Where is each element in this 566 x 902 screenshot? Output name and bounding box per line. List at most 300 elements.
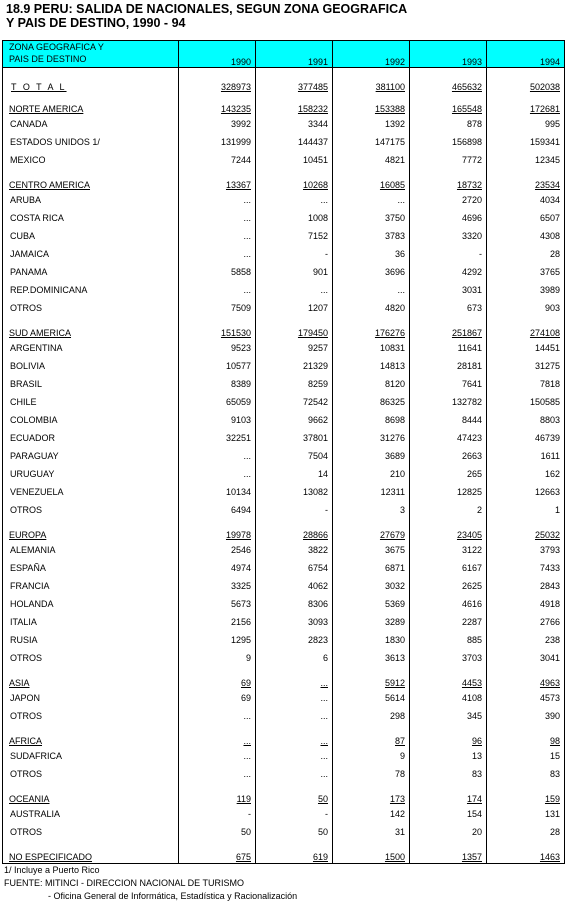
value-text: 37801 [302,433,328,443]
value-cell [179,281,256,299]
row-label-text: JAMAICA [10,249,50,259]
value-text: 7509 [230,303,251,313]
value-text: 28 [549,249,560,259]
value-text: 4062 [307,581,328,591]
header-label-line2: PAIS DE DESTINO [9,54,87,64]
value-cell [410,447,487,465]
value-text: 3696 [384,267,405,277]
value-text: 3989 [539,285,560,295]
value-cell [487,465,565,483]
value-cell [179,841,256,864]
value-cell [256,577,333,595]
value-cell [410,151,487,169]
value-text: 83 [549,769,560,779]
row-label-text: ECUADOR [10,433,56,443]
value-cell [256,707,333,725]
table-row [3,613,565,631]
value-cell [333,133,410,151]
row-label-text: RUSIA [10,635,38,645]
value-text: 15 [549,751,560,761]
value-text: 31275 [534,361,560,371]
value-cell [179,133,256,151]
row-label [3,577,179,595]
value-cell [410,375,487,393]
value-cell [179,191,256,209]
row-label-text: CHILE [10,397,37,407]
row-label-text: ASIA [9,678,30,688]
value-text: 13082 [302,487,328,497]
row-label-text: VENEZUELA [10,487,64,497]
value-text: 7244 [230,155,251,165]
row-label-text: ITALIA [10,617,37,627]
row-label [3,317,179,339]
value-cell [333,339,410,357]
value-text: 2546 [230,545,251,555]
value-cell [333,115,410,133]
value-cell [410,115,487,133]
value-cell [256,133,333,151]
row-label [3,191,179,209]
value-cell [487,245,565,263]
value-cell [179,747,256,765]
value-cell [179,559,256,577]
value-text: 10577 [225,361,251,371]
value-text: 3031 [461,285,482,295]
value-text: ... [243,285,251,295]
value-text: 1207 [307,303,328,313]
value-text: 901 [312,267,328,277]
value-cell [179,299,256,317]
value-cell [410,317,487,339]
value-cell [410,707,487,725]
value-text: 9 [399,751,405,761]
row-label [3,133,179,151]
value-cell [487,281,565,299]
value-text: 165548 [451,104,482,114]
value-cell [333,191,410,209]
value-cell [333,317,410,339]
row-label-text: CANADA [10,119,48,129]
value-text: 3822 [307,545,328,555]
table-row [3,559,565,577]
row-label [3,667,179,689]
value-text: 132782 [451,397,482,407]
row-label-text: BOLIVIA [10,361,46,371]
value-text: 2625 [461,581,482,591]
row-label-text: ESPAÑA [10,563,46,573]
value-text: - [248,809,251,819]
value-cell [333,411,410,429]
region-row [3,783,565,805]
value-cell [410,339,487,357]
value-text: ... [243,231,251,241]
row-label [3,375,179,393]
value-text: 5912 [384,678,405,688]
value-text: 390 [544,711,560,721]
value-text: 619 [312,852,328,862]
value-cell [256,263,333,281]
value-cell [410,465,487,483]
value-cell [256,375,333,393]
row-label [3,747,179,765]
value-cell [410,559,487,577]
value-text: ... [320,711,328,721]
value-text: 4963 [539,678,560,688]
value-cell [179,115,256,133]
value-cell [410,519,487,541]
value-cell [333,747,410,765]
data-table [2,40,565,864]
row-label [3,483,179,501]
table-row [3,151,565,169]
value-cell [333,783,410,805]
value-text: 9523 [230,343,251,353]
value-cell [487,747,565,765]
value-cell [333,841,410,864]
row-label [3,227,179,245]
header-year: 1992 [333,41,410,68]
value-text: 274108 [529,328,560,338]
value-cell [256,151,333,169]
value-cell [410,483,487,501]
value-text: 6494 [230,505,251,515]
value-cell [256,299,333,317]
table-row [3,209,565,227]
value-cell [410,631,487,649]
value-text: 210 [389,469,405,479]
value-text: 4034 [539,195,560,205]
row-label [3,209,179,227]
value-cell [333,483,410,501]
row-label [3,559,179,577]
row-label-text: URUGUAY [10,469,55,479]
value-text: 3765 [539,267,560,277]
value-text: ... [243,249,251,259]
value-text: 6507 [539,213,560,223]
value-cell [333,805,410,823]
row-label-text: CENTRO AMERICA [9,180,91,190]
value-text: 2156 [230,617,251,627]
region-row [3,841,565,864]
value-cell [410,169,487,191]
value-text: 1392 [384,119,405,129]
value-cell [487,649,565,667]
value-cell [333,245,410,263]
value-text: 98 [549,736,560,746]
value-cell [333,765,410,783]
value-text: 9257 [307,343,328,353]
value-cell [487,783,565,805]
row-label [3,151,179,169]
value-text: 1 [554,505,560,515]
value-cell [256,805,333,823]
value-cell [256,245,333,263]
value-text: 3093 [307,617,328,627]
value-cell [333,559,410,577]
header-label-line1: ZONA GEOGRAFICA Y [9,42,104,52]
value-text: 10268 [302,180,328,190]
value-text: 377485 [297,82,328,92]
value-text: 251867 [451,328,482,338]
value-text: 298 [389,711,405,721]
value-cell [256,823,333,841]
value-cell [487,339,565,357]
value-text: - [479,249,482,259]
value-text: 8698 [384,415,405,425]
value-text: 143235 [220,104,251,114]
value-text: 3122 [461,545,482,555]
value-cell [410,68,487,94]
value-cell [179,339,256,357]
value-cell [179,429,256,447]
value-cell [333,501,410,519]
value-text: 131999 [220,137,251,147]
value-text: 1611 [540,451,560,461]
value-cell [256,169,333,191]
value-text: 381100 [375,82,405,92]
value-cell [333,429,410,447]
value-cell [410,765,487,783]
value-cell [179,501,256,519]
value-text: 69 [240,678,251,688]
row-label [3,245,179,263]
value-text: 5369 [384,599,405,609]
value-text: 32251 [225,433,251,443]
table-row [3,577,565,595]
value-text: 96 [471,736,482,746]
value-text: 8259 [307,379,328,389]
value-text: 8389 [230,379,251,389]
row-label-text: PANAMA [10,267,48,277]
value-text: ... [397,195,405,205]
value-text: ... [320,195,328,205]
value-text: 265 [466,469,482,479]
value-text: 7818 [539,379,560,389]
value-cell [487,725,565,747]
value-text: ... [320,693,328,703]
value-text: 14813 [379,361,405,371]
value-cell [256,411,333,429]
row-label-text: SUDAFRICA [10,751,63,761]
value-cell [487,263,565,281]
value-text: 675 [235,852,251,862]
header-zone-label [3,41,179,68]
value-cell [487,519,565,541]
value-cell [487,429,565,447]
table-row [3,541,565,559]
value-text: 2 [476,505,482,515]
value-text: 6 [322,653,328,663]
row-label [3,447,179,465]
table-row [3,339,565,357]
value-text: 4918 [539,599,560,609]
table-row [3,263,565,281]
row-label-text: JAPON [10,693,41,703]
value-cell [487,631,565,649]
value-text: 12663 [534,487,560,497]
table-row [3,281,565,299]
value-text: 23405 [456,530,482,540]
row-label-text: ARUBA [10,195,42,205]
value-cell [179,93,256,115]
value-text: 150585 [529,397,560,407]
row-label [3,281,179,299]
row-label [3,805,179,823]
value-text: 147175 [374,137,405,147]
value-text: 4974 [230,563,251,573]
value-text: 158232 [297,104,328,114]
table-row [3,649,565,667]
row-label [3,115,179,133]
value-text: 153388 [374,104,405,114]
value-text: 3032 [384,581,405,591]
value-cell [333,281,410,299]
footnote: 1/ Incluye a Puerto Rico [4,865,100,875]
value-cell [410,841,487,864]
row-label [3,501,179,519]
value-cell [487,151,565,169]
value-cell [410,541,487,559]
row-label [3,725,179,747]
value-text: 151530 [220,328,251,338]
value-cell [179,393,256,411]
value-text: 238 [544,635,560,645]
value-text: 172681 [529,104,560,114]
value-text: ... [320,769,328,779]
region-row [3,93,565,115]
value-text: 1357 [461,852,482,862]
value-cell [256,339,333,357]
value-text: 162 [544,469,560,479]
value-text: 4573 [539,693,560,703]
row-label [3,93,179,115]
value-cell [333,151,410,169]
value-cell [410,227,487,245]
value-text: 50 [317,827,328,837]
value-cell [179,725,256,747]
value-cell [487,483,565,501]
value-text: 176276 [374,328,405,338]
value-cell [487,115,565,133]
value-text: 4696 [461,213,482,223]
value-text: ... [397,285,405,295]
value-cell [256,501,333,519]
value-text: 5858 [230,267,251,277]
value-cell [410,689,487,707]
value-cell [333,649,410,667]
value-text: 11641 [457,343,482,353]
value-text: 142 [389,809,405,819]
value-cell [256,465,333,483]
row-label [3,783,179,805]
row-label [3,429,179,447]
value-text: 20 [471,827,482,837]
table-row [3,689,565,707]
value-text: 78 [394,769,405,779]
table-row [3,429,565,447]
value-text: 14451 [534,343,560,353]
value-cell [256,765,333,783]
value-text: 65059 [225,397,251,407]
value-text: 1008 [307,213,328,223]
row-label [3,707,179,725]
value-cell [256,841,333,864]
value-text: 86325 [379,397,405,407]
value-text: 1830 [384,635,405,645]
value-text: ... [243,736,251,746]
row-label-text: AUSTRALIA [10,809,61,819]
value-text: 12345 [534,155,560,165]
value-cell [179,519,256,541]
value-cell [410,429,487,447]
value-text: 6754 [307,563,328,573]
table-row [3,227,565,245]
value-cell [179,805,256,823]
value-cell [410,209,487,227]
value-cell [179,577,256,595]
row-label-text: OTROS [10,827,43,837]
table-row [3,823,565,841]
row-label [3,541,179,559]
value-text: 3320 [461,231,482,241]
value-text: 31 [394,827,405,837]
value-cell [487,501,565,519]
value-cell [256,725,333,747]
value-cell [179,783,256,805]
value-cell [487,375,565,393]
value-cell [179,541,256,559]
value-cell [256,209,333,227]
value-cell [179,209,256,227]
value-cell [487,577,565,595]
value-cell [333,725,410,747]
row-label-text: AFRICA [9,736,43,746]
row-label [3,689,179,707]
value-cell [410,411,487,429]
value-text: 23534 [534,180,560,190]
value-cell [487,209,565,227]
value-text: 2843 [539,581,560,591]
value-text: 159 [544,794,560,804]
value-cell [333,465,410,483]
value-cell [256,613,333,631]
value-cell [487,299,565,317]
row-label [3,169,179,191]
table-row [3,805,565,823]
value-cell [333,227,410,245]
row-label [3,649,179,667]
value-cell [256,783,333,805]
value-text: 19978 [225,530,251,540]
table-row [3,631,565,649]
value-text: 2720 [461,195,482,205]
table-row [3,299,565,317]
value-text: 8120 [384,379,405,389]
value-cell [410,667,487,689]
table-row [3,765,565,783]
table-title-line1: 18.9 PERU: SALIDA DE NACIONALES, SEGUN ZONA GEOGRAFICA [6,2,408,16]
table-row [3,191,565,209]
table-row [3,465,565,483]
value-cell [179,245,256,263]
value-cell [333,263,410,281]
value-cell [410,823,487,841]
value-cell [333,93,410,115]
value-cell [333,169,410,191]
value-cell [333,595,410,613]
value-cell [487,541,565,559]
value-cell [410,577,487,595]
